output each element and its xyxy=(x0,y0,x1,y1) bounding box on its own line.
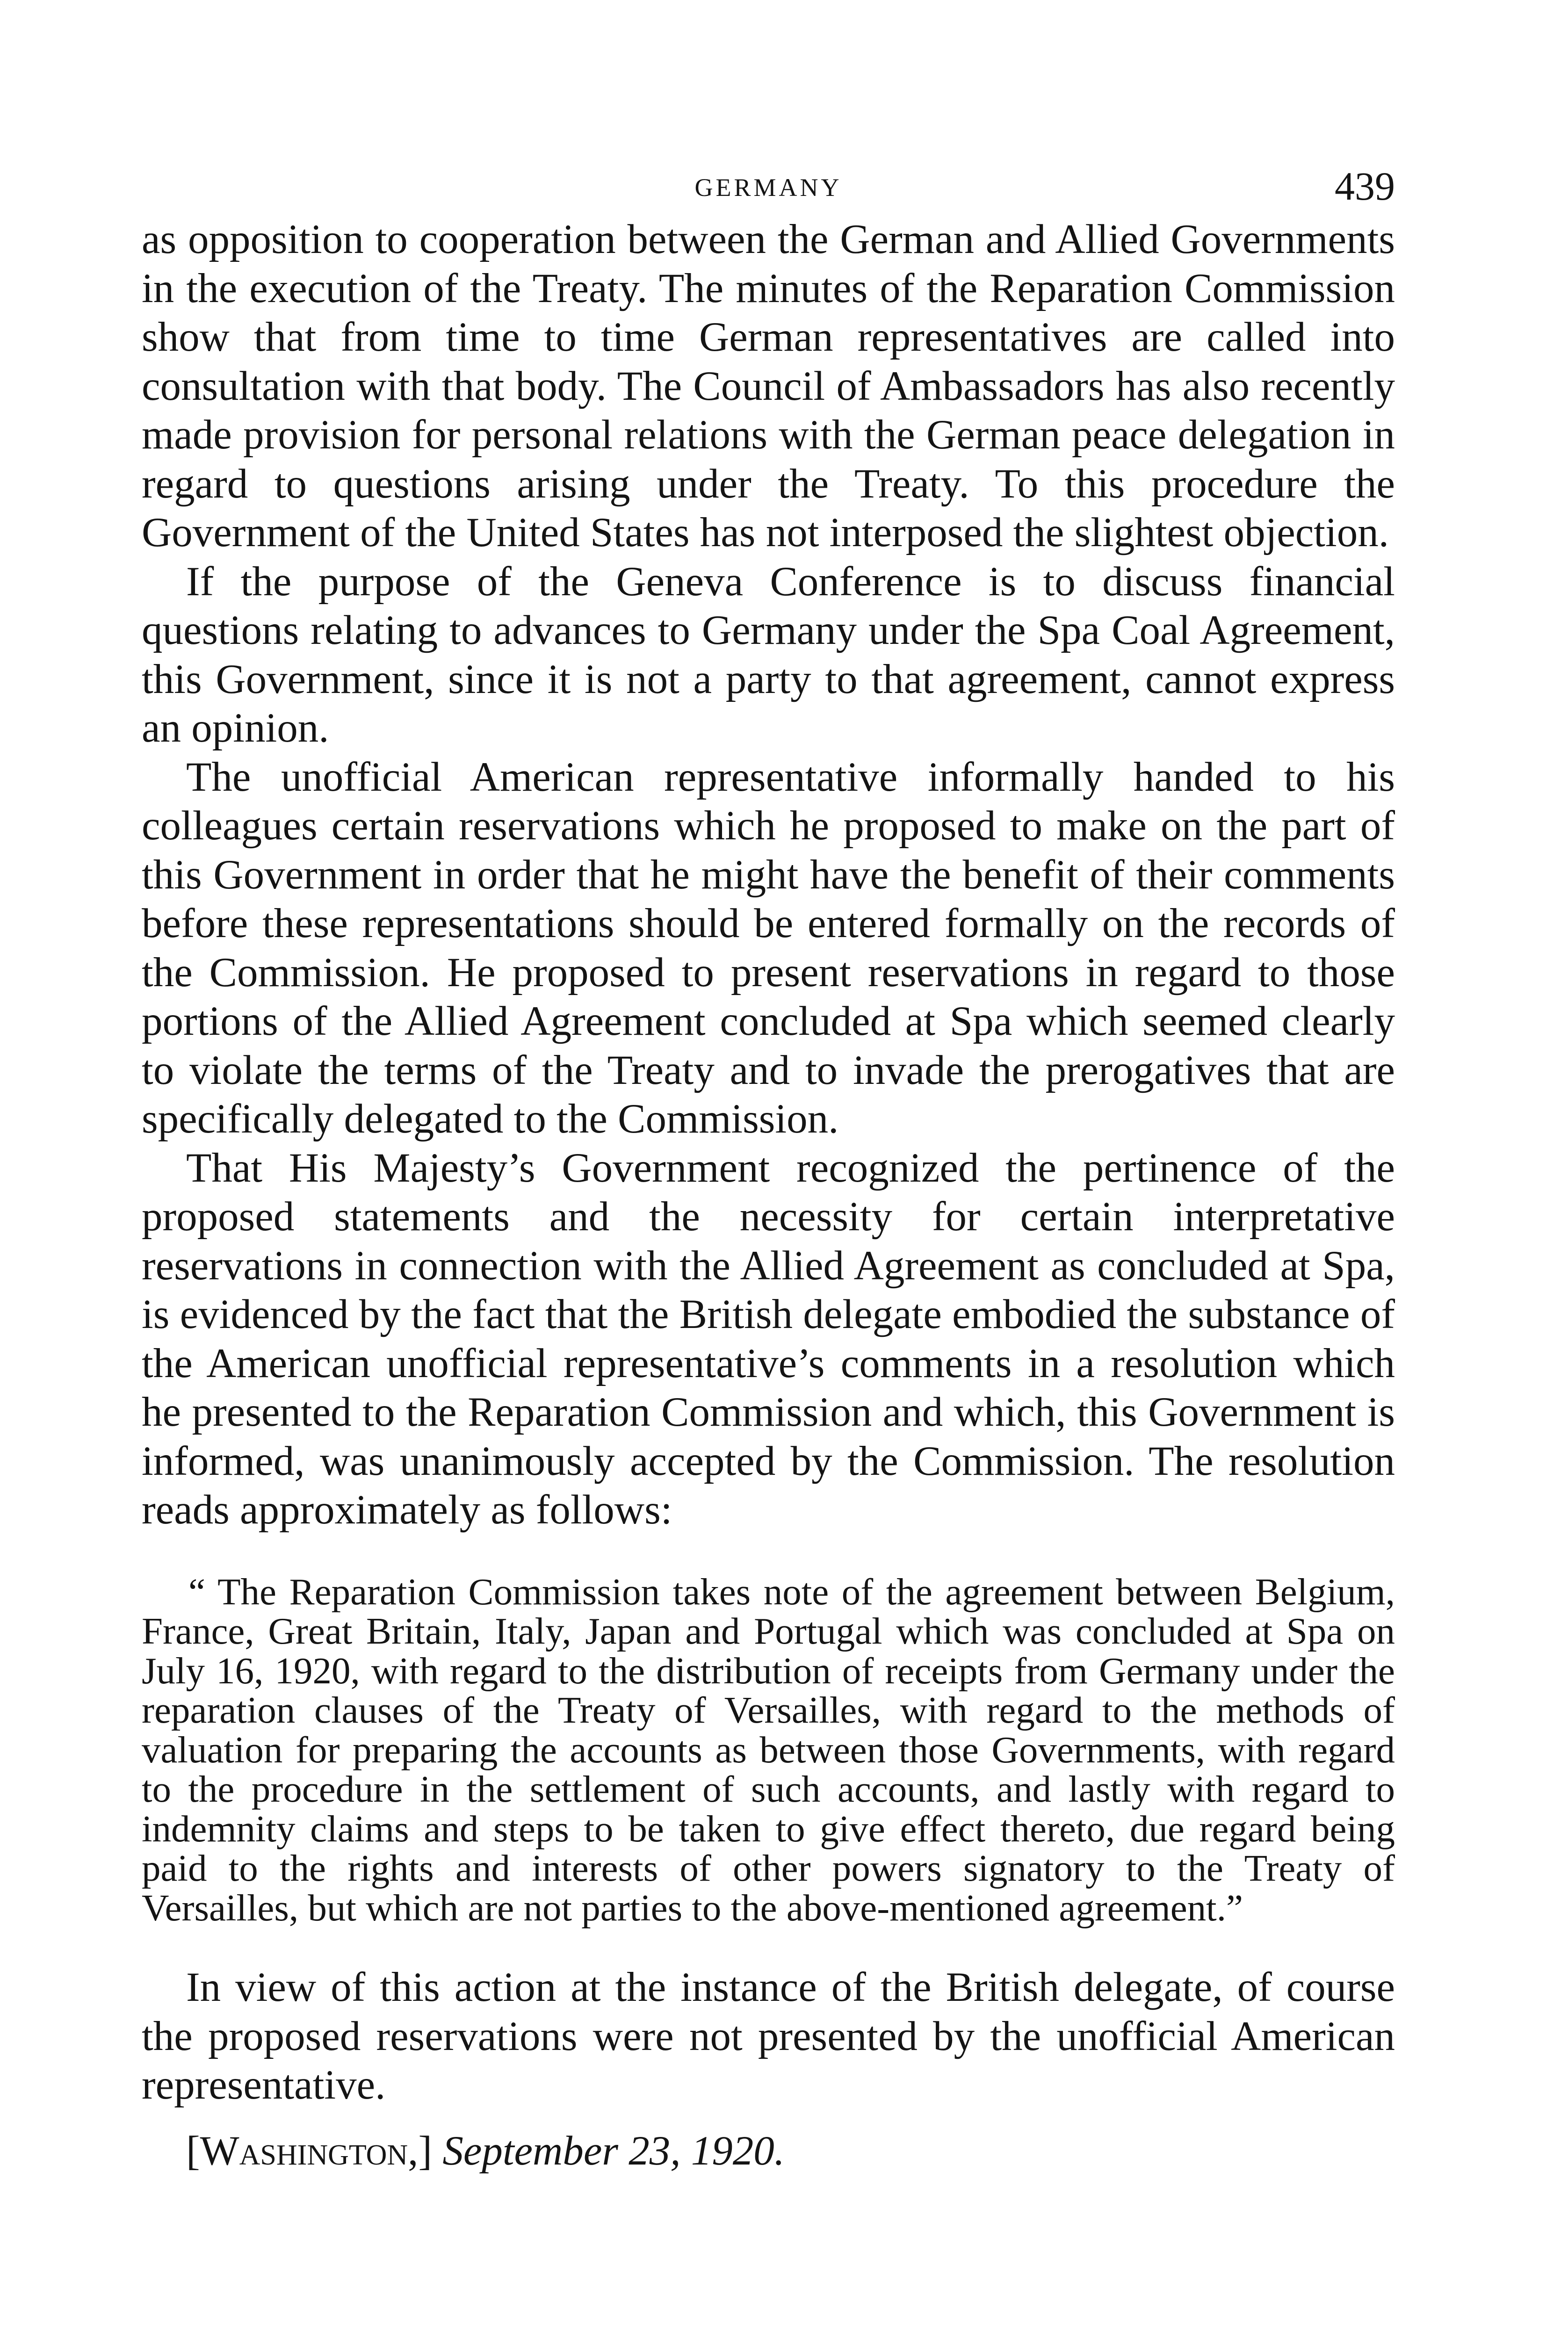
dateline xyxy=(142,2127,1395,2176)
body-text xyxy=(142,215,1395,1535)
resolution-quote xyxy=(142,1572,1395,1928)
dateline-date: September 23, 1920. xyxy=(442,2128,785,2174)
paragraph-geneva-conference: If the purpose of the Geneva Conference is to discuss financial questions relating to advances to Germany under the Spa Coal Agreement, this Government, since it is not a party to that agreement, cannot express an opinion. xyxy=(142,558,1395,751)
closing-paragraph: In view of this action at the instance of the British delegate, of course the proposed reservations were not presented by the unofficial American representative. xyxy=(142,1964,1395,2108)
closing-section xyxy=(142,1963,1395,2110)
paragraph-unofficial-representative: The unofficial American representative informally handed to his colleagues certain reservations which he proposed to make on the part of this Government in order that he might have the benefit of their comments before these representations should be entered formally on the records of the Commission. He proposed to present reservations in regard to those portions of the Allied Agreement concluded at Spa which seemed clearly to violate the terms of the Treaty and to invade the prerogatives that are specifically delegated to the Commission. xyxy=(142,754,1395,1142)
document-page xyxy=(142,159,1395,2175)
running-title: GERMANY xyxy=(694,173,842,202)
dateline-place: [Washington,] xyxy=(186,2128,433,2174)
page-number: 439 xyxy=(1335,164,1395,209)
quote-text: “ The Reparation Commission takes note of the agreement between Belgium, France, Great Britain, Italy, Japan and Portugal which was concluded at Spa on July 16, 1920, with regard to the distribution of receipts from Germany under the reparation clauses of the Treaty of Versailles, with regard to the methods of valuation for preparing the accounts as between those Governments, with regard to the procedure in the settlement of such accounts, and lastly with regard to indemnity claims and steps to be taken to give effect thereto, due regard being paid to the rights and interests of other powers signatory to the Treaty of Versailles, but which are not parties to the above-mentioned agreement.” xyxy=(142,1570,1395,1929)
paragraph-british-delegate: That His Majesty’s Government recognized the pertinence of the proposed statements and the necessity for certain interpretative reservations in connection with the Allied Agreement as concluded at Spa, is evidenced by the fact that the British delegate embodied the substance of the American unofficial representative’s comments in a resolution which he presented to the Reparation Commission and which, this Government is informed, was unanimously accepted by the Commission. The resolution reads approximately as follows: xyxy=(142,1145,1395,1533)
paragraph-continued: as opposition to cooperation between the German and Allied Governments in the execution of the Treaty. The minutes of the Reparation Commission show that from time to time German representatives are called into consultation with that body. The Council of Ambassadors has also recently made provision for personal relations with the German peace delegation in regard to questions arising under the Treaty. To this procedure the Government of the United States has not interposed the slightest objection. xyxy=(142,216,1395,556)
page-header xyxy=(142,159,1395,215)
